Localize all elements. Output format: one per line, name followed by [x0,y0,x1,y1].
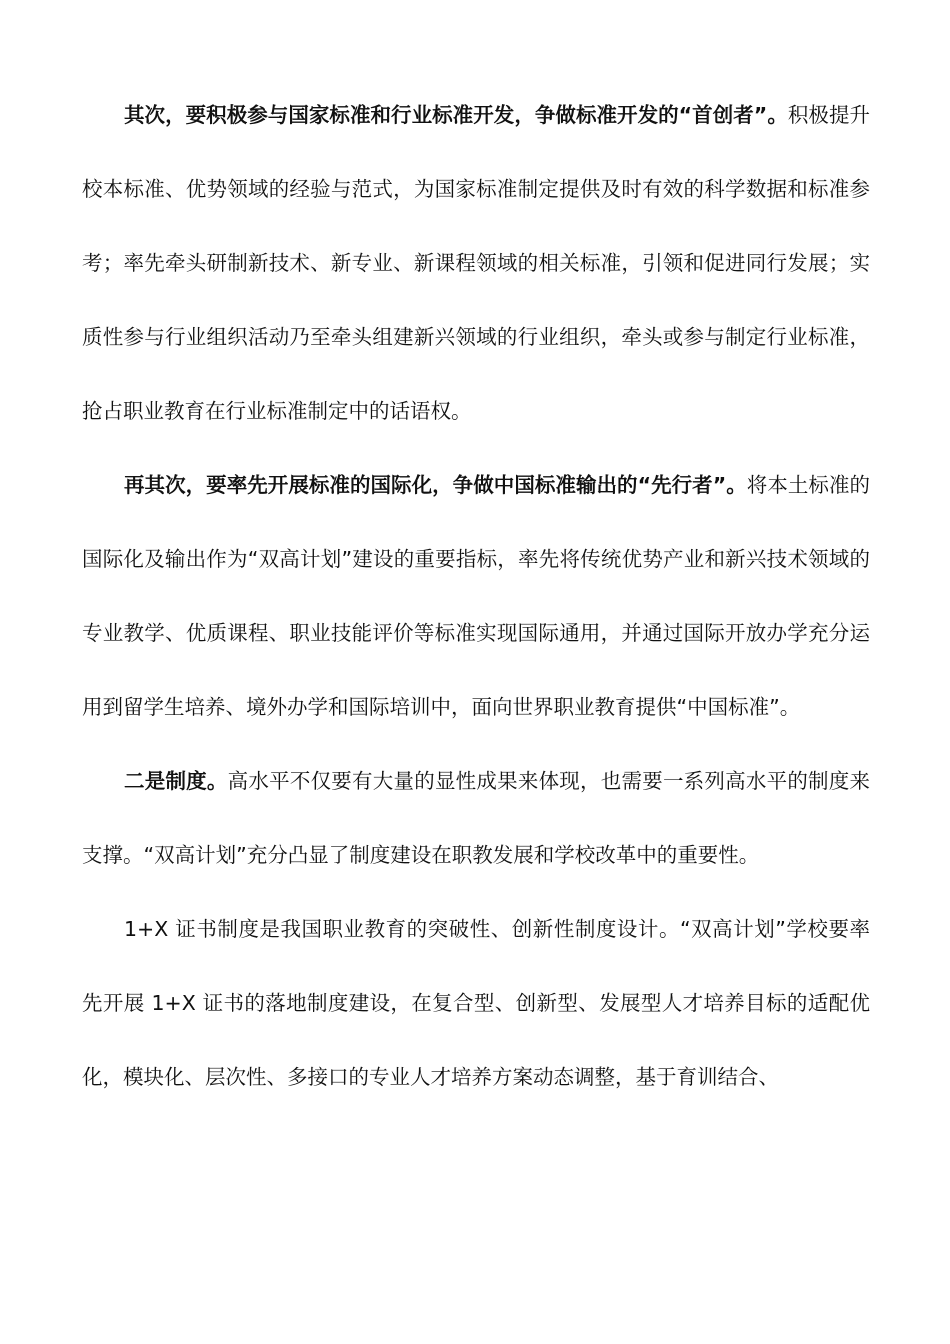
paragraph-lead: 二是制度。 [124,769,228,793]
paragraph-body: 高水平不仅要有大量的显性成果来体现，也需要一系列高水平的制度来支撑。“双高计划”充分凸显了制度建设在职教发展和学校改革中的重要性。 [82,769,871,867]
paragraph-1x-certificate [82,892,870,1114]
paragraph-body: 将本土标准的国际化及输出作为“双高计划”建设的重要指标，率先将传统优势产业和新兴技术领域的专业教学、优质课程、职业技能评价等标准实现国际通用，并通过国际开放办学充分运用到留学生培养、境外办学和国际培训中，面向世界职业教育提供“中国标准”。 [82,473,870,719]
paragraph-lead: 再其次，要率先开展标准的国际化，争做中国标准输出的“先行者”。 [124,473,747,497]
document-page [82,78,870,1114]
paragraph-lead: 其次，要积极参与国家标准和行业标准开发，争做标准开发的“首创者”。 [124,103,788,127]
paragraph-standards-internationalization [82,448,870,744]
paragraph-body: 积极提升校本标准、优势领域的经验与范式，为国家标准制定提供及时有效的科学数据和标准参考；率先牵头研制新技术、新专业、新课程领域的相关标准，引领和促进同行发展；实质性参与行业组织活动乃至牵头组建新兴领域的行业组织，牵头或参与制定行业标准，抢占职业教育在行业标准制定中的话语权。 [82,103,871,423]
paragraph-system [82,744,870,892]
paragraph-standards-development [82,78,870,448]
paragraph-body: 1+X 证书制度是我国职业教育的突破性、创新性制度设计。“双高计划”学校要率先开展 1+X 证书的落地制度建设，在复合型、创新型、发展型人才培养目标的适配优化，模块化、层次性、多接口的专业人才培养方案动态调整，基于育训结合、 [82,917,870,1089]
